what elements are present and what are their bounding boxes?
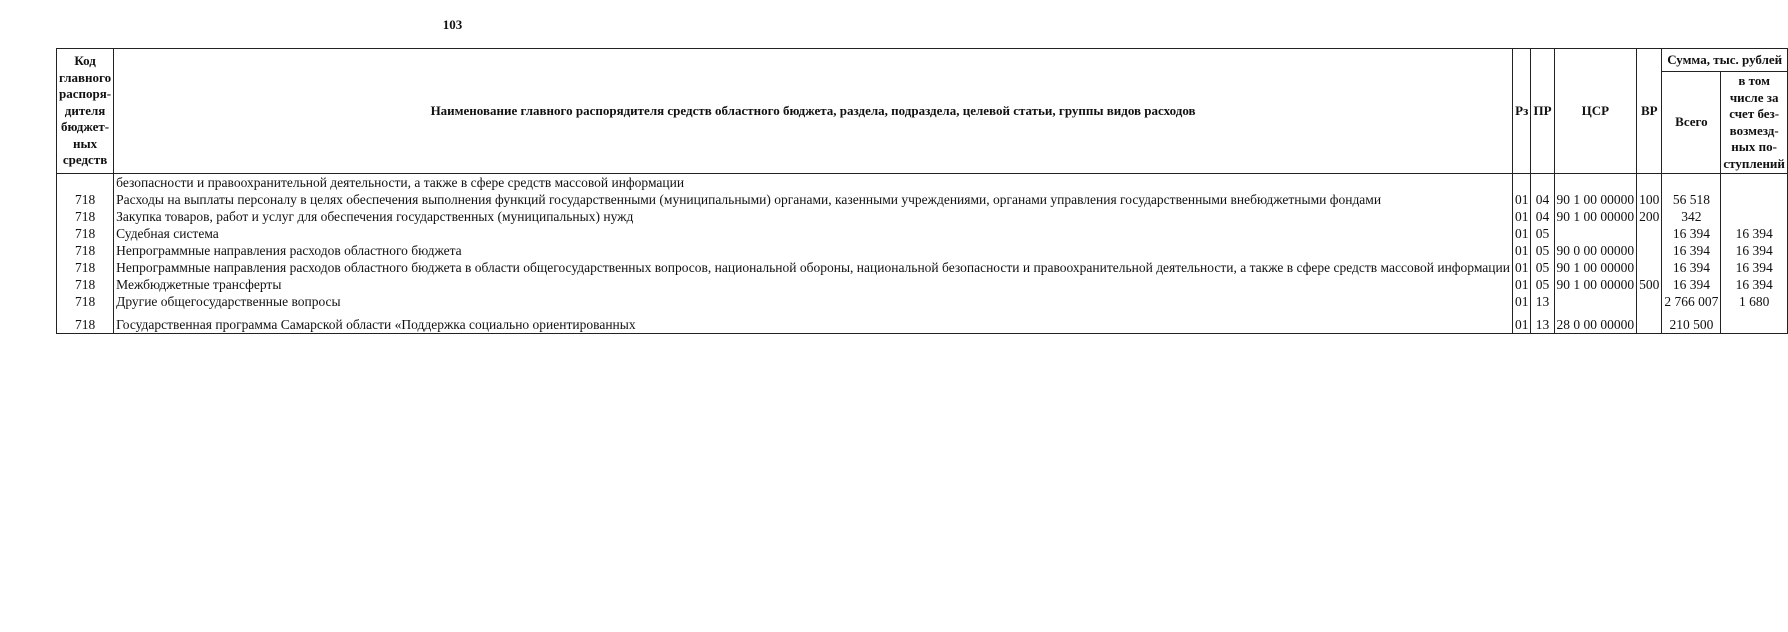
cell-vr [1637,293,1662,310]
cell-pr: 13 [1531,293,1554,310]
table-row [57,276,1788,293]
cell-free: 16 394 [1721,242,1788,259]
cell-csr: 90 0 00 00000 [1554,242,1637,259]
cell-code: 718 [57,316,114,334]
cell-csr [1554,293,1637,310]
cell-rz: 01 [1512,316,1531,334]
cell-free [1721,174,1788,192]
cell-free: 16 394 [1721,259,1788,276]
cell-pr [1531,174,1554,192]
cell-name: безопасности и правоохранительной деятельности, а также в сфере средств массовой информации [114,174,1513,192]
cell-rz: 01 [1512,191,1531,208]
header-rz: Рз [1512,49,1531,174]
cell-free: 16 394 [1721,276,1788,293]
budget-table [56,48,1788,334]
cell-pr: 05 [1531,242,1554,259]
table-row [57,225,1788,242]
header-pr: ПР [1531,49,1554,174]
header-name: Наименование главного распорядителя средств областного бюджета, раздела, подраздела, целевой статьи, группы видов расходов [114,49,1513,174]
cell-rz: 01 [1512,242,1531,259]
cell-code: 718 [57,242,114,259]
cell-free [1721,191,1788,208]
cell-total [1662,174,1721,192]
cell-total: 210 500 [1662,316,1721,334]
cell-total: 2 766 007 [1662,293,1721,310]
cell-rz: 01 [1512,293,1531,310]
cell-vr [1637,259,1662,276]
cell-name: Межбюджетные трансферты [114,276,1513,293]
cell-name: Непрограммные направления расходов областного бюджета [114,242,1513,259]
header-sum: Сумма, тыс. рублей [1662,49,1788,72]
cell-rz: 01 [1512,259,1531,276]
page-number: 103 [442,17,463,32]
header-free: в том числе за счет без-возмезд-ных по-ступлений [1721,72,1788,174]
cell-code [57,174,114,192]
cell-pr: 05 [1531,259,1554,276]
cell-vr [1637,316,1662,334]
cell-csr: 90 1 00 00000 [1554,191,1637,208]
cell-rz: 01 [1512,208,1531,225]
cell-total: 16 394 [1662,225,1721,242]
cell-rz: 01 [1512,225,1531,242]
table-body [57,174,1788,334]
cell-free: 16 394 [1721,225,1788,242]
cell-vr: 200 [1637,208,1662,225]
cell-vr: 100 [1637,191,1662,208]
cell-free [1721,208,1788,225]
cell-csr: 28 0 00 00000 [1554,316,1637,334]
cell-code: 718 [57,208,114,225]
table-row [57,293,1788,310]
cell-vr: 500 [1637,276,1662,293]
cell-name: Другие общегосударственные вопросы [114,293,1513,310]
table-row [57,259,1788,276]
cell-name: Непрограммные направления расходов областного бюджета в области общегосударственных вопросов, национальной обороны, национальной безопасности и правоохранительной деятельности, а также в сфере средств массовой информации [114,259,1513,276]
cell-csr [1554,174,1637,192]
header-code: Код главного распоря-дителя бюджет-ных средств [57,49,114,174]
cell-free [1721,316,1788,334]
table-row [57,191,1788,208]
cell-code: 718 [57,293,114,310]
cell-vr [1637,225,1662,242]
cell-pr: 04 [1531,191,1554,208]
cell-code: 718 [57,276,114,293]
cell-rz [1512,174,1531,192]
cell-pr: 04 [1531,208,1554,225]
table-row [57,174,1788,192]
cell-pr: 05 [1531,225,1554,242]
header-csr: ЦСР [1554,49,1637,174]
header-total: Всего [1662,72,1721,174]
cell-vr [1637,174,1662,192]
cell-name: Государственная программа Самарской области «Поддержка социально ориентированных [114,316,1513,334]
table-row [57,208,1788,225]
cell-name: Судебная система [114,225,1513,242]
cell-code: 718 [57,191,114,208]
cell-csr [1554,225,1637,242]
cell-vr [1637,242,1662,259]
cell-free: 1 680 [1721,293,1788,310]
cell-csr: 90 1 00 00000 [1554,208,1637,225]
table-row [57,242,1788,259]
cell-code: 718 [57,225,114,242]
cell-csr: 90 1 00 00000 [1554,276,1637,293]
cell-name: Расходы на выплаты персоналу в целях обеспечения выполнения функций государственными (муниципальными) органами, казенными учреждениями, органами управления государственными внебюджетными фондами [114,191,1513,208]
table-row [57,316,1788,334]
cell-total: 16 394 [1662,259,1721,276]
cell-code: 718 [57,259,114,276]
cell-total: 16 394 [1662,242,1721,259]
cell-total: 56 518 [1662,191,1721,208]
cell-pr: 05 [1531,276,1554,293]
header-vr: ВР [1637,49,1662,174]
cell-pr: 13 [1531,316,1554,334]
table-header [57,49,1788,174]
cell-rz: 01 [1512,276,1531,293]
cell-total: 16 394 [1662,276,1721,293]
cell-name: Закупка товаров, работ и услуг для обеспечения государственных (муниципальных) нужд [114,208,1513,225]
scan-artifact [90,622,490,628]
cell-total: 342 [1662,208,1721,225]
cell-csr: 90 1 00 00000 [1554,259,1637,276]
